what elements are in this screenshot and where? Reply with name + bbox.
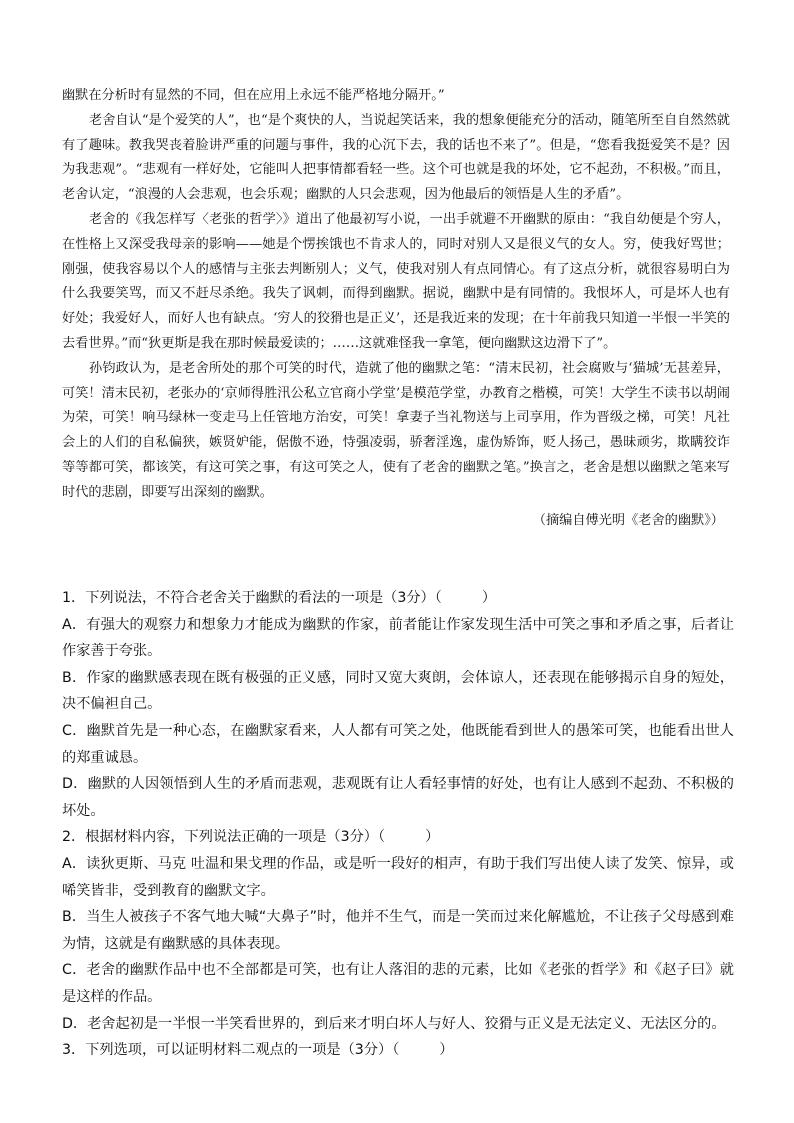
- option-b: B．作家的幽默感表现在既有极强的正义感，同时又宽大爽朗，会体谅人，还表现在能够揭示自身的短处，决不偏袒自己。: [62, 669, 734, 713]
- reading-passage: [62, 84, 730, 534]
- option-d: D．幽默的人因领悟到人生的矛盾而悲观，悲观既有让人看轻事情的好处，也有让人感到不起劲、不积极的坏处。: [62, 776, 734, 819]
- passage-paragraph-1: 老舍自认“是个爱笑的人”，也“是个爽快的人，当说起笑话来，我的想象便能充分的活动，随笔所至自自然然就有了趣味。教我哭丧着脸讲严重的问题与事件，我的心沉下去，我的话也不来了”。但是，“您看我挺爱笑不是？因为我悲观”。“悲观有一样好处，它能叫人把事情都看轻一些。这个可也就是我的坏处，它不起劲，不积极。”而且，老舍认定，“浪漫的人会悲观，也会乐观；幽默的人只会悲观，因为他最后的领悟是人生的矛盾”。: [62, 112, 730, 203]
- passage-source: （摘编自傅光明《老舍的幽默》）: [532, 512, 724, 528]
- option-c: C．老舍的幽默作品中也不全部都是可笑，也有让人落泪的悲的元素，比如《老张的哲学》和《赵子曰》就是这样的作品。: [62, 962, 734, 1005]
- question-1: [62, 585, 734, 824]
- question-2: [62, 824, 734, 1037]
- question-stem-text: 2．根据材料内容，下列说法正确的一项是（3分）（: [62, 829, 386, 846]
- option-a: A．读狄更斯、马克 吐温和果戈理的作品，或是听一段好的相声，有助于我们写出使人读了发笑、惊异，或唏笑皆非，受到教育的幽默文字。: [62, 855, 734, 899]
- question-stem: [62, 1037, 734, 1064]
- question-stem-text: 3．下列选项，可以证明材料二观点的一项是（3分）（: [62, 1042, 400, 1059]
- question-stem: [62, 585, 734, 612]
- question-stem-close: ）: [439, 1042, 454, 1059]
- passage-paragraph-0: 幽默在分析时有显然的不同，但在应用上永远不能严格地分隔开。”: [62, 88, 445, 103]
- option-a: A．有强大的观察力和想象力才能成为幽默的作家，前者能让作家发现生活中可笑之事和矛盾之事，后者让作家善于夸张。: [62, 616, 734, 660]
- question-stem-text: 1．下列说法，不符合老舍关于幽默的看法的一项是（3分）（: [62, 590, 442, 606]
- option-b: B．当生人被孩子不客气地大喊“大鼻子”时，他并不生气，而是一笑而过来化解尴尬，不让孩子父母感到难为情，这就是有幽默感的具体表现。: [62, 909, 734, 952]
- question-stem-close: ）: [425, 829, 440, 846]
- question-stem-close: ）: [481, 590, 497, 606]
- question-list: [62, 585, 734, 1064]
- passage-paragraph-3: 孙钧政认为，是老舍所处的那个可笑的时代，造就了他的幽默之笔：“清末民初，社会腐败与‘猫城’无甚差异，可笑！清末民初，老张办的‘京师得胜汛公私立官商小学堂’是模范学堂，办教育之楷模，可笑！大学生不读书以胡闹为荣，可笑！响马绿林一变走马上任管地方治安，可笑！拿妻子当礼物送与上司享用，作为晋级之梯，可笑！凡社会上的人们的自私偏狭，嫉贤妒能，倨傲不逊，恃强凌弱，骄奢淫逸，虚伪矫饰，贬人扬己，愚昧顽劣，欺瞒狡诈等等都可笑，都该笑，有这可笑之事，有这可笑之人，使有了老舍的幽默之笔。”换言之，老舍是想以幽默之笔来写时代的悲剧，即要写出深刻的幽默。: [62, 360, 730, 500]
- question-3: [62, 1037, 734, 1064]
- question-stem: [62, 824, 734, 851]
- passage-paragraph-2: 老舍的《我怎样写〈老张的哲学〉》道出了他最初写小说，一出手就避不开幽默的原由：“我自幼便是个穷人，在性格上又深受我母亲的影响——她是个愣挨饿也不肯求人的，同时对别人又是很义气的女人。穷，使我好骂世；刚强，使我容易以个人的感情与主张去判断别人；义气，使我对别人有点同情心。有了这点分析，就很容易明白为什么我要笑骂，而又不赶尽杀绝。我失了讽刺，而得到幽默。据说，幽默中是有同情的。我恨坏人，可是坏人也有好处；我爱好人，而好人也有缺点。‘穷人的狡猾也是正义’，还是我近来的发现；在十年前我只知道一半恨一半笑的去看世界。”而“狄更斯是我在那时候最爱读的；……这就难怪我一拿笔，便向幽默这边滑下了”。: [62, 211, 730, 351]
- option-c: C．幽默首先是一种心态，在幽默家看来，人人都有可笑之处，他既能看到世人的愚笨可笑，也能看出世人的郑重诚恳。: [62, 722, 734, 766]
- option-d: D．老舍起初是一半恨一半笑看世界的，到后来才明白坏人与好人、狡猾与正义是无法定义、无法区分的。: [62, 1015, 726, 1032]
